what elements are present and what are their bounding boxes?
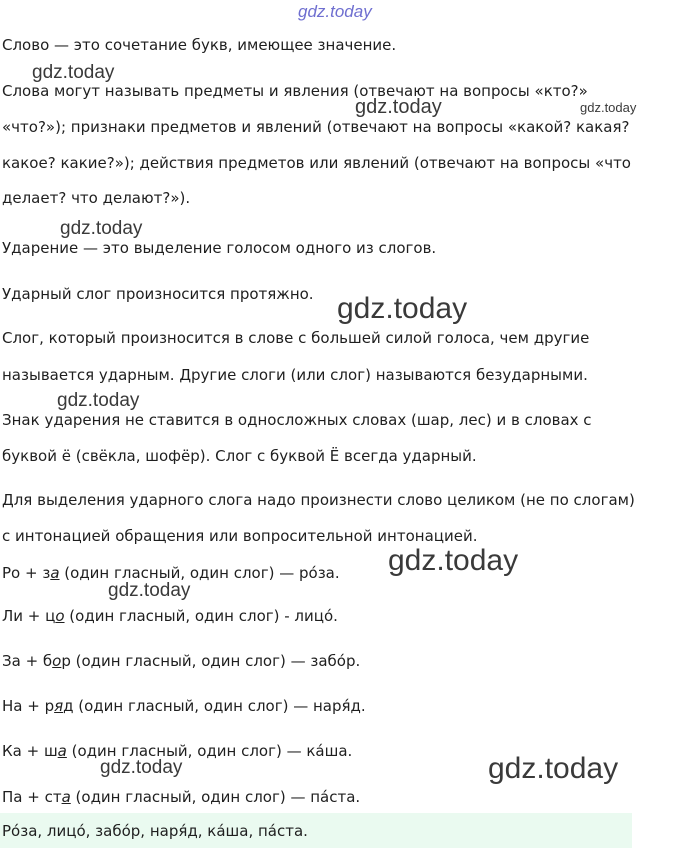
example-rest: (один гласный, один слог) - лицо́.: [64, 607, 338, 625]
stressed-vowel: а: [61, 788, 71, 806]
text-line: буквой ё (свёкла, шофёр). Слог с буквой Ё всегда ударный.: [2, 447, 477, 465]
stressed-vowel: о: [52, 652, 62, 670]
text-line: называется ударным. Другие слоги (или слог) называются безударными.: [2, 366, 588, 384]
text-line: Слова могут называть предметы и явления (отвечают на вопросы «кто?»: [2, 82, 588, 100]
watermark: gdz.today: [57, 390, 140, 411]
text-line: «что?»); признаки предметов и явлений (отвечают на вопросы «какой? какая?: [2, 118, 630, 136]
text-line: Ударение — это выделение голосом одного из слогов.: [2, 239, 437, 257]
example-line: [2, 605, 338, 627]
watermark: gdz.today: [580, 100, 637, 115]
text-line: Слово — это сочетание букв, имеющее значение.: [2, 36, 397, 54]
watermark: gdz.today: [60, 218, 143, 239]
text-line: Ударный слог произносится протяжно.: [2, 285, 314, 303]
example-rest: (один гласный, один слог) — ка́ша.: [66, 742, 353, 760]
answer-box: [0, 813, 632, 848]
stressed-vowel: а: [57, 742, 67, 760]
watermark: gdz.today: [388, 544, 519, 577]
watermark: gdz.today: [355, 96, 442, 118]
stressed-vowel: о: [55, 607, 65, 625]
example-start: Ка + ш: [2, 742, 58, 760]
example-start: За + б: [2, 652, 53, 670]
example-rest: д (один гласный, один слог) — наря́д.: [63, 697, 366, 715]
stressed-vowel: а: [50, 564, 60, 582]
text-line: с интонацией обращения или вопросительной интонацией.: [2, 527, 478, 545]
example-line: [2, 650, 360, 672]
example-start: Ли + ц: [2, 607, 56, 625]
text-line: Слог, который произносится в слове с большей силой голоса, чем другие: [2, 329, 590, 347]
watermark-top: gdz.today: [298, 2, 372, 21]
watermark: gdz.today: [488, 752, 619, 785]
example-rest: р (один гласный, один слог) — забо́р.: [61, 652, 361, 670]
example-line: [2, 786, 360, 808]
example-start: На + р: [2, 697, 55, 715]
watermark: gdz.today: [100, 757, 183, 778]
example-line: [2, 740, 352, 762]
example-line: [2, 695, 366, 717]
answer-text: Ро́за, лицо́, забо́р, наря́д, ка́ша, па́ста.: [2, 822, 308, 840]
example-rest: (один гласный, один слог) — ро́за.: [59, 564, 340, 582]
text-line: Для выделения ударного слога надо произнести слово целиком (не по слогам): [2, 491, 635, 509]
stressed-vowel: я: [54, 697, 64, 715]
text-line: Знак ударения не ставится в односложных словах (шар, лес) и в словах с: [2, 411, 592, 429]
text-line: какое? какие?»); действия предметов или явлений (отвечают на вопросы «что: [2, 154, 631, 172]
example-rest: (один гласный, один слог) — па́ста.: [70, 788, 361, 806]
example-line: [2, 562, 340, 584]
example-start: Ро + з: [2, 564, 51, 582]
watermark: gdz.today: [108, 580, 191, 601]
watermark: gdz.today: [32, 62, 115, 83]
watermark: gdz.today: [337, 292, 468, 325]
example-start: Па + ст: [2, 788, 62, 806]
text-line: делает? что делают?»).: [2, 189, 191, 207]
